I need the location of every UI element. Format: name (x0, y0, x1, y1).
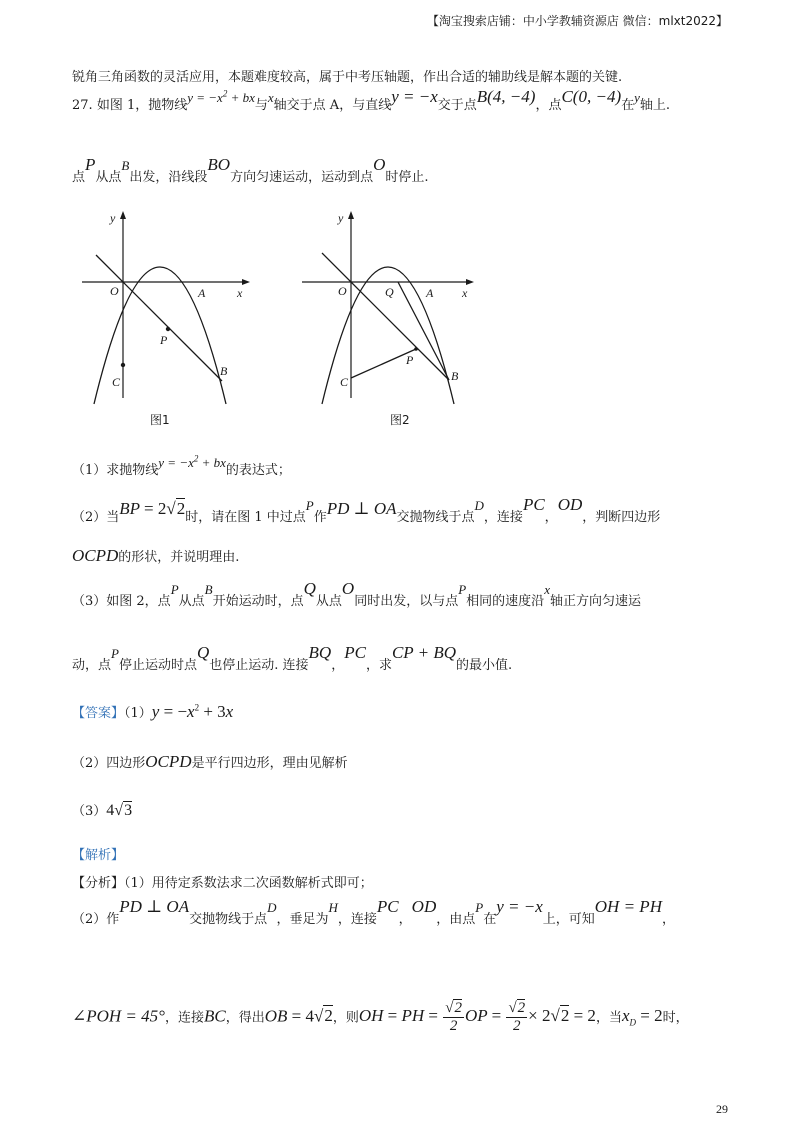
analysis-line-2: （2）作PD ⊥ OA交抛物线于点D，垂足为H，连接PC，OD，由点P在y = −x上，可知OH = PH， (72, 897, 675, 927)
math-parabola: $y = -x^2$ + bx (158, 453, 226, 470)
fig2-label-b: B (451, 369, 459, 383)
text: 的表达式； (225, 463, 291, 478)
math-line: y = −x (391, 87, 438, 106)
fig1-label-x: x (237, 286, 243, 300)
question-1 (72, 453, 291, 478)
text: （2）作 (72, 912, 120, 927)
math-seg: PC (344, 643, 366, 662)
text: 从点 (178, 594, 205, 609)
text: ，求 (365, 658, 392, 673)
math-var: Q (303, 579, 316, 598)
text: 的最小值. (456, 658, 513, 673)
text: （3）如图 2，点 (72, 594, 171, 609)
figure-1 (74, 208, 264, 433)
math-parabola: $y = -x^2$ + bx (187, 88, 255, 105)
analysis-line-1 (72, 872, 373, 891)
text: 时停止. (385, 170, 429, 185)
text: ，连接 (483, 510, 523, 525)
math-var: y (634, 90, 640, 105)
analysis-tag: 【解析】 (72, 848, 125, 863)
answer-2 (72, 752, 348, 772)
text: 交抛物线于点 (189, 912, 268, 927)
text: ，判断四边形 (582, 510, 661, 525)
math-var: P (458, 582, 467, 597)
math-var: P (111, 646, 119, 661)
fig1-label-c: C (112, 375, 121, 389)
text: 方向匀速运动，运动到点 (230, 170, 374, 185)
text: 在 (621, 98, 635, 113)
answer-1 (72, 702, 233, 722)
fig1-label-p: P (160, 333, 168, 347)
text: （1） (124, 706, 152, 721)
fig2-label-y: y (338, 211, 344, 225)
math-var: Q (196, 643, 210, 662)
fig2-label-q: Q (385, 285, 394, 299)
text: ， (544, 510, 558, 525)
analysis-line-3 (72, 1000, 689, 1035)
text: （1）用待定系数法求二次函数解析式即可； (124, 876, 373, 891)
text: 如图 1，抛物线 (96, 98, 188, 113)
math-seg: PC (376, 897, 399, 916)
text: 出发，沿线段 (129, 170, 208, 185)
text: ， (331, 658, 345, 673)
math-var: P (305, 498, 314, 513)
header-shop-banner: 【淘宝搜索店铺：中小学教辅资源店 微信：mlxt2022】 (426, 14, 728, 28)
page-number: 29 (716, 1102, 728, 1116)
text: 上，可知 (542, 912, 595, 927)
math-line: y = −x (496, 897, 543, 916)
math-var: x (544, 582, 550, 597)
answer-tag: 【答案】 (72, 706, 125, 721)
question-2-line-1 (72, 495, 661, 526)
text: ， (398, 912, 412, 927)
text: ，得出 (225, 1010, 265, 1026)
fig1-label-a: A (198, 286, 206, 300)
text: 同时出发，以与点 (354, 594, 459, 609)
math-chain: OH = PH = $\frac{√2}{2}$ OP = $\frac{√2}{2}$ × 2√2 = 2 (358, 1000, 596, 1034)
text: 时，请在图 1 中过点 (185, 510, 306, 525)
math-var: B (121, 158, 130, 173)
math-point-c: C(0, −4) (561, 87, 622, 106)
fig2-label-x: x (462, 286, 468, 300)
math-eq: OH = PH (594, 897, 662, 916)
fig2-label-p: P (406, 353, 414, 367)
text: 是平行四边形，理由见解析 (191, 756, 348, 771)
text: （1）求抛物线 (72, 463, 159, 478)
question-2-line-2 (72, 546, 239, 566)
math-quad: OCPD (72, 546, 119, 565)
text: 轴正方向匀速运 (549, 594, 641, 609)
figure-2 (296, 208, 486, 433)
math-var: D (267, 900, 277, 915)
text: ，当 (595, 1010, 622, 1026)
math-answer-3: 4√3 (106, 802, 133, 819)
math-seg: PC (522, 495, 545, 514)
question-3-line-1 (72, 579, 641, 610)
text: ，点 (535, 98, 562, 113)
answer-3 (72, 800, 132, 820)
text: 开始运动时，点 (212, 594, 304, 609)
problem-number: 27. (72, 98, 93, 113)
text: 的形状，并说明理由. (118, 550, 240, 565)
math-seg: OD (411, 897, 437, 916)
problem-line-1 (72, 87, 671, 114)
math-var: P (475, 900, 484, 915)
text: （3） (72, 804, 107, 819)
math-quad: OCPD (145, 752, 192, 771)
text-line: 锐角三角函数的灵活应用，本题难度较高，属于中考压轴题，作出合适的辅助线是解本题的关键. (72, 70, 623, 85)
fig1-label-b: B (220, 364, 228, 378)
math-sum: CP + BQ (391, 643, 457, 662)
text: 时， (662, 1010, 689, 1026)
text: 在 (483, 912, 497, 927)
text: 从点 (315, 594, 342, 609)
math-var: H (328, 900, 338, 915)
math-var: P (85, 155, 96, 174)
fig2-label-c: C (340, 375, 349, 389)
fig1-label-o: O (110, 284, 119, 298)
text: 【分析】 (72, 876, 125, 891)
math-seg: OD (557, 495, 583, 514)
math-answer-1: $y = -x^2 + 3x$ (151, 702, 234, 721)
text: ，连接 (337, 912, 377, 927)
text: 从点 (95, 170, 122, 185)
fig2-caption: 图2 (390, 413, 410, 427)
fig1-label-y: y (110, 211, 116, 225)
fig1-caption: 图1 (150, 413, 170, 427)
question-3-line-2 (72, 643, 513, 674)
text: 与 (254, 98, 268, 113)
text: 轴上. (639, 98, 671, 113)
text: 也停止运动. 连接 (209, 658, 309, 673)
math-perp: PD ⊥ OA (119, 897, 190, 916)
math-point-b: B(4, −4) (476, 87, 536, 106)
math-var: B (204, 582, 213, 597)
math-perp: PD ⊥ OA (326, 499, 397, 518)
math-seg: BO (207, 155, 231, 174)
math-var: O (341, 579, 355, 598)
text: 相同的速度沿 (466, 594, 545, 609)
math-var: x (267, 90, 274, 105)
math-var: O (373, 155, 386, 174)
text: 点 (72, 170, 86, 185)
math-xd: $x_D = 2$ (621, 1006, 663, 1028)
problem-line-2 (72, 155, 429, 186)
math-seg: BC (203, 1006, 226, 1026)
text: （2）四边形 (72, 756, 146, 771)
text: 停止运动时点 (118, 658, 197, 673)
math-var: P (170, 582, 179, 597)
text: ，则 (332, 1010, 359, 1026)
text: （2）当 (72, 510, 120, 525)
math-angle: ∠POH = 45° (72, 1006, 165, 1026)
text: 动，点 (72, 658, 112, 673)
text: 作 (313, 510, 327, 525)
text: ，连接 (164, 1010, 204, 1026)
text: ，垂足为 (276, 912, 329, 927)
math-ob: OB = 4√2 (264, 1006, 333, 1026)
text: ，由点 (436, 912, 476, 927)
text: 轴交于点 A，与直线 (273, 98, 392, 113)
math-seg: BQ (308, 643, 332, 662)
math-var: D (474, 498, 484, 513)
fig2-label-o: O (338, 284, 347, 298)
fig2-label-a: A (426, 286, 434, 300)
math-bp: BP = 2√2 (119, 499, 186, 518)
text: 交抛物线于点 (396, 510, 475, 525)
text: 交于点 (437, 98, 477, 113)
